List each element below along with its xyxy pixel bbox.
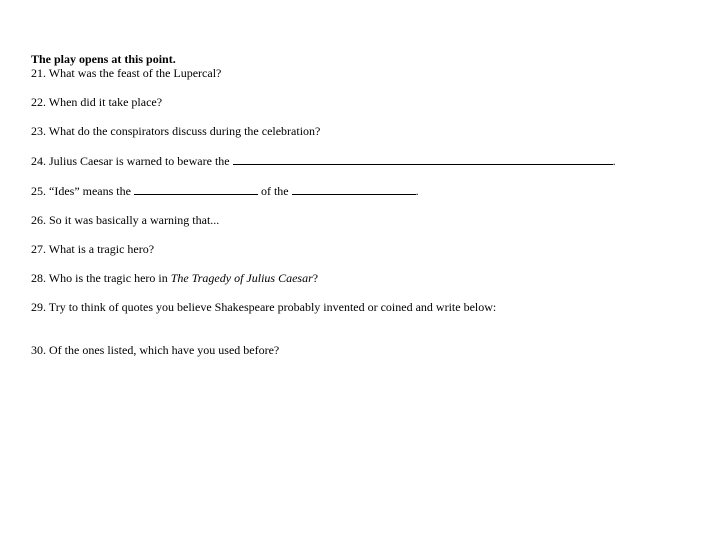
question-24-end: . <box>612 154 616 168</box>
question-27: 27. What is a tragic hero? <box>31 242 155 256</box>
question-29: 29. Try to think of quotes you believe Shakespeare probably invented or coined and write below: <box>31 300 497 314</box>
question-28-text: 28. Who is the tragic hero in <box>31 271 171 285</box>
question-26: 26. So it was basically a warning that... <box>31 213 220 227</box>
question-25-text: 25. “Ides” means the <box>31 184 134 198</box>
question-24 <box>31 153 691 168</box>
question-25 <box>31 183 691 198</box>
worksheet-page <box>31 52 691 357</box>
question-22: 22. When did it take place? <box>31 95 163 109</box>
question-30: 30. Of the ones listed, which have you used before? <box>31 343 280 357</box>
answer-blank-25b[interactable] <box>292 183 416 195</box>
question-25-middle: of the <box>257 184 292 198</box>
question-28 <box>31 271 691 285</box>
question-23: 23. What do the conspirators discuss during the celebration? <box>31 124 321 138</box>
section-heading: The play opens at this point. <box>31 52 176 66</box>
question-28-end: ? <box>312 271 319 285</box>
question-25-end: . <box>415 184 419 198</box>
play-title: The Tragedy of Julius Caesar <box>170 271 313 285</box>
answer-blank-25a[interactable] <box>134 183 258 195</box>
answer-blank-24[interactable] <box>233 153 613 165</box>
question-21: 21. What was the feast of the Lupercal? <box>31 66 222 80</box>
question-24-text: 24. Julius Caesar is warned to beware the <box>31 154 233 168</box>
